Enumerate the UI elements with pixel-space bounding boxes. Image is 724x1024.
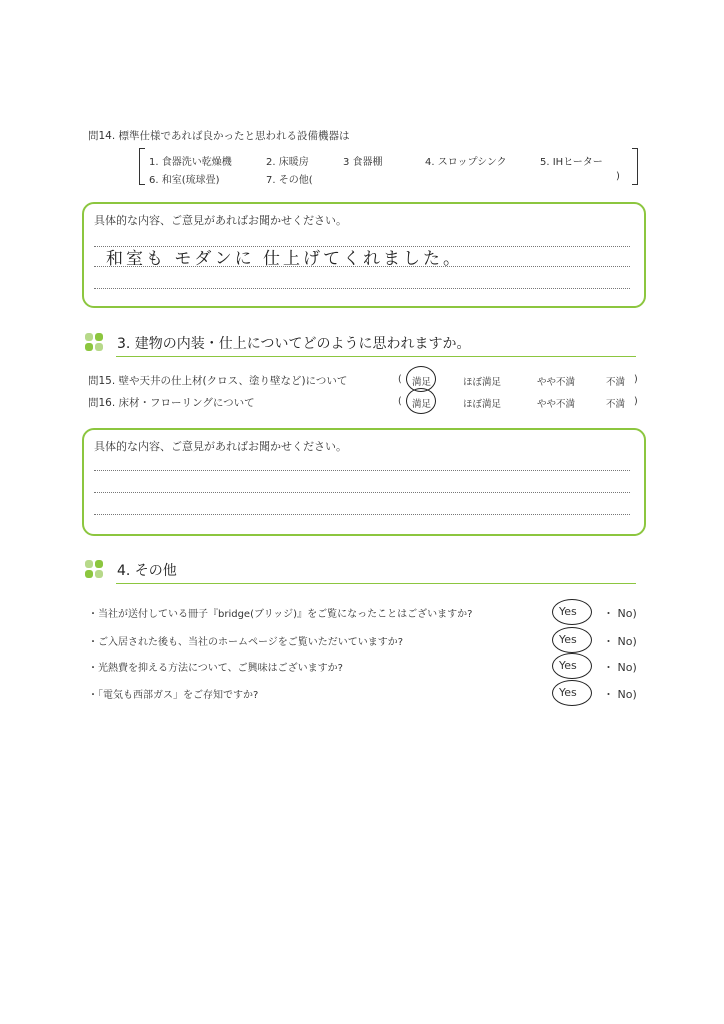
option-ih-heater: 5. IHヒーター: [540, 157, 603, 168]
s4-q3-selection-circle: [552, 653, 592, 679]
s4-q4-label: ・「電気も西部ガス」をご存知ですか?: [88, 690, 259, 701]
q16-choice-satisfied: 満足: [412, 399, 432, 410]
clover-icon: [84, 332, 104, 352]
option-slop-sink: 4. スロップシンク: [425, 157, 507, 168]
option-floor-heating: 2. 床暖房: [266, 157, 309, 168]
s4-q2-selection-circle: [552, 627, 592, 653]
option-other: 7. その他(: [266, 175, 313, 186]
s4-q3-yes: Yes: [559, 659, 577, 672]
s4-q4-yes: Yes: [559, 686, 577, 699]
q14-question: 問14. 標準仕様であれば良かったと思われる設備機器は: [88, 130, 350, 142]
q15-choice-satisfied: 満足: [412, 377, 432, 388]
handwritten-comment: 和室も モダンに 仕上げてくれました。: [106, 249, 463, 269]
section4-underline: [116, 583, 636, 584]
q15-choice-somewhat-dissatisfied: やや不満: [537, 377, 576, 388]
option-dishwasher: 1. 食器洗い乾燥機: [149, 157, 232, 168]
comment-label: 具体的な内容、ご意見があればお聞かせください。: [94, 440, 347, 453]
section3-underline: [116, 356, 636, 357]
comment-line: [94, 514, 630, 515]
q14-comment-box: [82, 202, 646, 308]
q15-label: 問15. 壁や天井の仕上材(クロス、塗り壁など)について: [88, 375, 348, 387]
comment-line: [94, 470, 630, 471]
s4-q1-no: ・ No): [603, 607, 637, 620]
comment-line: [94, 492, 630, 493]
q15-choice-dissatisfied: 不満: [606, 377, 626, 388]
q16-close-paren: ): [634, 396, 638, 407]
q16-open-paren: (: [398, 396, 402, 407]
section4-header: [84, 557, 636, 583]
s4-q4-no: ・ No): [603, 688, 637, 701]
q14-options-row-2: [0, 171, 724, 185]
q16-choice-mostly-satisfied: ほぼ満足: [463, 399, 502, 410]
q15-choice-mostly-satisfied: ほぼ満足: [463, 377, 502, 388]
option-japanese-room: 6. 和室(琉球畳): [149, 175, 220, 186]
q16-choice-somewhat-dissatisfied: やや不満: [537, 399, 576, 410]
option-cupboard: 3 食器棚: [343, 157, 383, 168]
s4-q2-label: ・ご入居された後も、当社のホームページをご覧いただいていますか?: [88, 637, 404, 648]
section3-header: [84, 330, 636, 356]
s4-q1-selection-circle: [552, 599, 592, 625]
q16-label: 問16. 床材・フローリングについて: [88, 397, 255, 409]
s4-q1-label: ・当社が送付している冊子『bridge(ブリッジ)』をご覧になったことはございますか?: [88, 609, 473, 620]
q14-options-row-1: [0, 153, 724, 167]
q15-open-paren: (: [398, 374, 402, 385]
s4-q3-no: ・ No): [603, 661, 637, 674]
section3-comment-box: [82, 428, 646, 536]
comment-label: 具体的な内容、ご意見があればお聞かせください。: [94, 214, 347, 227]
section4-title: 4. その他: [117, 563, 177, 579]
section3-title: 3. 建物の内装・仕上についてどのように思われますか。: [117, 336, 471, 352]
q16-selection-circle: [406, 388, 436, 414]
q15-close-paren: ): [634, 374, 638, 385]
clover-icon: [84, 559, 104, 579]
s4-q1-yes: Yes: [559, 605, 577, 618]
comment-line: [94, 288, 630, 289]
s4-q4-selection-circle: [552, 680, 592, 706]
s4-q3-label: ・光熱費を抑える方法について、ご興味はございますか?: [88, 663, 343, 674]
q16-choice-dissatisfied: 不満: [606, 399, 626, 410]
s4-q2-no: ・ No): [603, 635, 637, 648]
s4-q2-yes: Yes: [559, 633, 577, 646]
option-other-close: ): [616, 171, 620, 182]
